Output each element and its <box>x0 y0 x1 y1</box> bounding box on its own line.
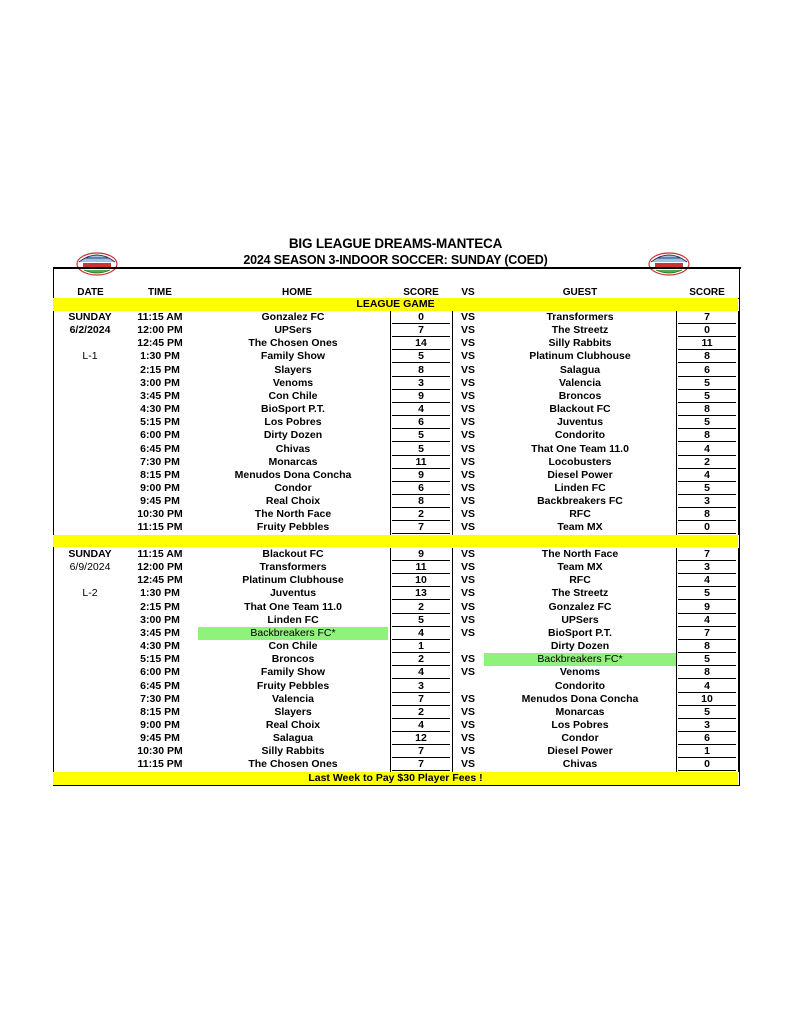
guest-score: 0 <box>704 324 710 337</box>
guest-score: 7 <box>704 548 710 560</box>
guest-score: 4 <box>704 442 710 455</box>
home-team: Real Choix <box>265 718 321 731</box>
home-team: Family Show <box>260 350 326 363</box>
column-header-score: SCORE <box>403 287 439 298</box>
vs-label: VS <box>460 363 475 376</box>
vs-label: VS <box>460 705 475 718</box>
home-team: Backbreakers FC* <box>250 626 336 639</box>
guest-score: 9 <box>704 600 710 613</box>
column-header-home: HOME <box>282 287 312 298</box>
guest-team: Gonzalez FC <box>548 600 612 613</box>
home-score: 2 <box>418 653 424 666</box>
vs-label: VS <box>460 468 475 481</box>
guest-score: 5 <box>704 587 710 600</box>
home-team: Family Show <box>260 666 326 679</box>
game-time: 12:45 PM <box>137 574 183 587</box>
page-title: BIG LEAGUE DREAMS-MANTECA <box>288 236 503 251</box>
column-header-guest: GUEST <box>562 287 598 298</box>
guest-team: Valencia <box>558 376 602 389</box>
home-score-box <box>390 548 453 772</box>
game-time: 11:15 AM <box>137 548 183 560</box>
home-team: Dirty Dozen <box>263 429 323 442</box>
guest-score: 7 <box>704 311 710 323</box>
home-team: Gonzalez FC <box>261 311 325 323</box>
home-score: 4 <box>418 718 424 731</box>
game-time: 9:00 PM <box>140 481 180 494</box>
home-team: Venoms <box>272 376 314 389</box>
home-score: 6 <box>418 416 424 429</box>
guest-score: 5 <box>704 416 710 429</box>
guest-team: Backbreakers FC <box>537 495 623 508</box>
guest-team: Broncos <box>558 389 602 402</box>
home-team: Condor <box>274 481 312 494</box>
game-time: 11:15 PM <box>137 758 183 771</box>
vs-label <box>456 640 480 653</box>
guest-score: 4 <box>704 613 710 626</box>
guest-score: 5 <box>704 705 710 718</box>
guest-team: The North Face <box>541 548 619 560</box>
footer-note: Last Week to Pay $30 Player Fees ! <box>53 772 738 785</box>
guest-team: Diesel Power <box>547 468 613 481</box>
vs-label: VS <box>460 574 475 587</box>
home-team: Menudos Dona Concha <box>234 468 352 481</box>
league-game-band: LEAGUE GAME <box>53 298 738 311</box>
home-score: 9 <box>418 389 424 402</box>
home-team: Real Choix <box>265 495 321 508</box>
guest-score: 8 <box>704 508 710 521</box>
home-team: Con Chile <box>268 389 318 402</box>
guest-team: Silly Rabbits <box>548 337 612 350</box>
vs-label: VS <box>460 561 475 574</box>
guest-team: Team MX <box>557 521 603 534</box>
home-team: Salagua <box>272 732 314 745</box>
guest-score: 8 <box>704 640 710 653</box>
league-label: L-2 <box>82 587 98 600</box>
game-time: 12:00 PM <box>137 561 183 574</box>
guest-score: 5 <box>704 481 710 494</box>
guest-team: That One Team 11.0 <box>531 442 629 455</box>
guest-team: The Streetz <box>551 587 609 600</box>
guest-score: 6 <box>704 732 710 745</box>
game-time: 6:00 PM <box>140 666 180 679</box>
game-time: 12:45 PM <box>137 337 183 350</box>
vs-label: VS <box>460 758 475 771</box>
home-score: 5 <box>418 442 424 455</box>
guest-score-box <box>676 548 739 772</box>
home-score: 7 <box>418 692 424 705</box>
home-score: 4 <box>418 403 424 416</box>
game-time: 9:45 PM <box>140 732 180 745</box>
vs-label <box>456 680 480 693</box>
guest-score: 3 <box>704 561 710 574</box>
home-score: 2 <box>418 600 424 613</box>
vs-label: VS <box>460 324 475 337</box>
home-score: 0 <box>418 311 424 323</box>
column-header-time: TIME <box>148 287 172 298</box>
home-team: Platinum Clubhouse <box>242 574 344 587</box>
guest-team: Condor <box>561 732 599 745</box>
guest-score: 11 <box>701 337 713 350</box>
column-header-date: DATE <box>77 287 104 298</box>
guest-score: 4 <box>704 468 710 481</box>
home-team: Linden FC <box>267 613 319 626</box>
guest-team: Juventus <box>556 416 604 429</box>
game-time: 9:00 PM <box>140 718 180 731</box>
vs-label: VS <box>460 600 475 613</box>
vs-label: VS <box>460 376 475 389</box>
home-score: 4 <box>418 666 424 679</box>
home-team: Juventus <box>269 587 317 600</box>
home-score: 7 <box>418 758 424 771</box>
guest-score: 2 <box>704 455 710 468</box>
home-team: Fruity Pebbles <box>256 521 330 534</box>
guest-score: 0 <box>704 521 710 534</box>
vs-label: VS <box>460 653 475 666</box>
guest-team: Diesel Power <box>547 745 613 758</box>
vs-label: VS <box>460 495 475 508</box>
vs-label: VS <box>460 416 475 429</box>
guest-team: Salagua <box>559 363 601 376</box>
guest-team: UPSers <box>561 613 599 626</box>
vs-label: VS <box>460 350 475 363</box>
week-separator-band <box>53 535 738 547</box>
home-score: 12 <box>415 732 427 745</box>
guest-team: Linden FC <box>554 481 606 494</box>
guest-team: RFC <box>569 574 591 587</box>
home-team: The Chosen Ones <box>248 337 338 350</box>
guest-team: The Streetz <box>551 324 609 337</box>
home-score: 10 <box>415 574 427 587</box>
guest-score: 8 <box>704 429 710 442</box>
game-time: 11:15 PM <box>137 521 183 534</box>
vs-label: VS <box>460 389 475 402</box>
home-score: 3 <box>418 376 424 389</box>
date-label: 6/2/2024 <box>69 324 111 337</box>
vs-label: VS <box>460 692 475 705</box>
guest-score: 3 <box>704 495 710 508</box>
guest-score: 8 <box>704 403 710 416</box>
home-team: Con Chile <box>268 640 318 653</box>
day-label: SUNDAY <box>68 548 112 560</box>
home-score: 2 <box>418 705 424 718</box>
game-time: 3:45 PM <box>140 626 180 639</box>
guest-team: Transformers <box>546 311 614 323</box>
home-score: 3 <box>418 679 424 692</box>
home-score: 4 <box>418 626 424 639</box>
home-score: 11 <box>415 561 427 574</box>
game-time: 10:30 PM <box>137 508 183 521</box>
guest-team: Condorito <box>554 429 606 442</box>
home-team: That One Team 11.0 <box>244 600 342 613</box>
vs-label: VS <box>460 718 475 731</box>
guest-team: Los Pobres <box>551 718 609 731</box>
home-team: Chivas <box>275 442 311 455</box>
guest-score: 7 <box>704 626 710 639</box>
home-team: Monarcas <box>268 455 318 468</box>
guest-team: Backbreakers FC* <box>537 653 623 666</box>
vs-label: VS <box>460 337 475 350</box>
home-score: 7 <box>418 324 424 337</box>
home-team: BioSport P.T. <box>261 403 325 416</box>
vs-label: VS <box>460 403 475 416</box>
guest-team: Blackout FC <box>549 403 611 416</box>
home-team: Los Pobres <box>264 416 322 429</box>
guest-team: Venoms <box>559 666 601 679</box>
game-time: 11:15 AM <box>137 311 183 323</box>
guest-score: 0 <box>704 758 710 771</box>
game-time: 1:30 PM <box>140 587 180 600</box>
page-subtitle: 2024 SEASON 3-INDOOR SOCCER: SUNDAY (COED) <box>243 253 548 267</box>
guest-team: Menudos Dona Concha <box>521 692 639 705</box>
guest-score: 8 <box>704 666 710 679</box>
guest-score: 3 <box>704 718 710 731</box>
game-time: 4:30 PM <box>140 640 180 653</box>
game-time: 6:45 PM <box>140 679 180 692</box>
vs-label: VS <box>460 587 475 600</box>
home-team: Transformers <box>259 561 327 574</box>
home-score: 9 <box>418 548 424 560</box>
game-time: 8:15 PM <box>140 468 180 481</box>
vs-label: VS <box>460 455 475 468</box>
column-header-guest-score: SCORE <box>689 287 725 298</box>
home-team: Silly Rabbits <box>261 745 325 758</box>
home-team: Fruity Pebbles <box>256 679 330 692</box>
home-team: Broncos <box>271 653 315 666</box>
home-score: 11 <box>415 455 427 468</box>
guest-team: BioSport P.T. <box>548 626 612 639</box>
game-time: 2:15 PM <box>140 600 180 613</box>
game-time: 8:15 PM <box>140 705 180 718</box>
guest-team: Monarcas <box>555 705 605 718</box>
vs-label: VS <box>460 732 475 745</box>
game-time: 5:15 PM <box>140 416 180 429</box>
vs-label: VS <box>460 481 475 494</box>
column-header-vs: VS <box>461 287 475 298</box>
vs-label: VS <box>460 548 475 560</box>
game-time: 6:45 PM <box>140 442 180 455</box>
guest-team: Chivas <box>562 758 598 771</box>
home-score: 5 <box>418 350 424 363</box>
guest-score-box <box>676 311 739 535</box>
home-score: 9 <box>418 468 424 481</box>
vs-label: VS <box>460 666 475 679</box>
vs-label: VS <box>460 442 475 455</box>
home-score: 7 <box>418 745 424 758</box>
guest-score: 1 <box>704 745 710 758</box>
guest-team: Platinum Clubhouse <box>529 350 631 363</box>
home-score: 8 <box>418 495 424 508</box>
home-team: The Chosen Ones <box>248 758 338 771</box>
vs-label: VS <box>460 311 475 323</box>
date-label: 6/9/2024 <box>69 561 111 574</box>
game-time: 10:30 PM <box>137 745 183 758</box>
home-score: 8 <box>418 363 424 376</box>
home-score: 5 <box>418 613 424 626</box>
guest-team: Locobusters <box>548 455 612 468</box>
home-team: Blackout FC <box>262 548 324 560</box>
game-time: 5:15 PM <box>140 653 180 666</box>
guest-team: Dirty Dozen <box>550 640 610 653</box>
game-time: 3:45 PM <box>140 389 180 402</box>
home-team: The North Face <box>254 508 332 521</box>
game-time: 6:00 PM <box>140 429 180 442</box>
vs-label: VS <box>460 429 475 442</box>
home-score-box <box>390 311 453 535</box>
guest-score: 4 <box>704 574 710 587</box>
vs-label: VS <box>460 745 475 758</box>
guest-team: RFC <box>569 508 591 521</box>
vs-label: VS <box>460 613 475 626</box>
guest-score: 6 <box>704 363 710 376</box>
vs-label: VS <box>460 508 475 521</box>
game-time: 12:00 PM <box>137 324 183 337</box>
day-label: SUNDAY <box>68 311 112 323</box>
league-label: L-1 <box>82 350 98 363</box>
guest-score: 5 <box>704 389 710 402</box>
guest-score: 8 <box>704 350 710 363</box>
guest-score: 4 <box>704 679 710 692</box>
home-team: Slayers <box>274 363 312 376</box>
home-score: 13 <box>415 587 427 600</box>
guest-team: Team MX <box>557 561 603 574</box>
home-score: 1 <box>418 640 424 653</box>
game-time: 2:15 PM <box>140 363 180 376</box>
game-time: 4:30 PM <box>140 403 180 416</box>
game-time: 7:30 PM <box>140 455 180 468</box>
game-time: 7:30 PM <box>140 692 180 705</box>
home-score: 6 <box>418 481 424 494</box>
home-team: Valencia <box>271 692 315 705</box>
home-score: 14 <box>415 337 427 350</box>
home-score: 5 <box>418 429 424 442</box>
vs-label: VS <box>460 626 475 639</box>
game-time: 1:30 PM <box>140 350 180 363</box>
guest-score: 5 <box>704 653 710 666</box>
home-score: 7 <box>418 521 424 534</box>
home-team: UPSers <box>274 324 312 337</box>
guest-team: Condorito <box>554 679 606 692</box>
game-time: 3:00 PM <box>140 376 180 389</box>
home-score: 2 <box>418 508 424 521</box>
vs-label: VS <box>460 521 475 534</box>
guest-score: 10 <box>701 692 713 705</box>
game-time: 3:00 PM <box>140 613 180 626</box>
home-team: Slayers <box>274 705 312 718</box>
game-time: 9:45 PM <box>140 495 180 508</box>
guest-score: 5 <box>704 376 710 389</box>
